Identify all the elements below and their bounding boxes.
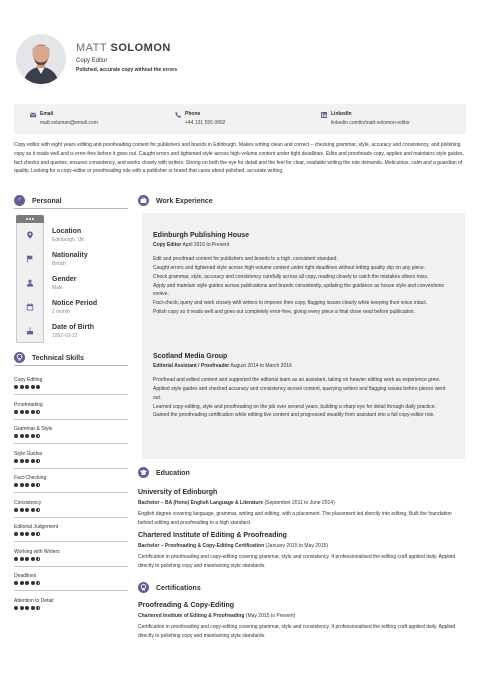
institution-name: University of Edinburgh: [138, 489, 218, 496]
job-role: [153, 363, 453, 370]
rating-dot: [31, 606, 35, 610]
job-bullet: Caught errors and tightened style across high-volume content under tight deadlines without letting quality slip on any piece.: [153, 264, 426, 271]
section-divider: [14, 208, 128, 209]
rating-dot: [31, 532, 35, 536]
rating-dot: [14, 459, 18, 463]
rating-dot: [31, 410, 35, 414]
skill-item: [14, 521, 128, 545]
education-entry: [138, 488, 466, 528]
rating-dot: [36, 410, 40, 414]
rating-dot: [25, 606, 29, 610]
skill-item: [14, 448, 128, 472]
role-title: Editorial Assistant / Proofreader: [153, 363, 230, 370]
skill-item: [14, 374, 128, 398]
resume-header: [16, 34, 466, 86]
education-entry: [138, 531, 466, 571]
rating-dot: [36, 532, 40, 536]
skill-name: Fact-Checking: [14, 475, 47, 481]
job-bullet: Gained the proofreading certification while editing live content and progressed steadily from assistant into a full copy-editor role.: [153, 412, 435, 419]
linkedin-link[interactable]: linkedin.com/in/matt-solomon-editor: [331, 120, 410, 126]
skill-item: [14, 570, 128, 594]
linkedin-label: LinkedIn: [331, 111, 352, 117]
linkedin-icon: [321, 112, 327, 118]
certification-entry: [138, 601, 466, 641]
job-role: [153, 242, 453, 249]
rating-dot: [31, 385, 35, 389]
skill-rating: [14, 581, 42, 586]
rating-dot: [36, 483, 40, 487]
certification-issuer-line: [138, 613, 466, 620]
contact-bar: [14, 104, 466, 134]
job-bullet: Applied style guides and checked accuracy and consistency across content, querying writers and flagging issues before pieces went out.: [153, 385, 446, 401]
skill-name: Style Guides: [14, 450, 43, 457]
rating-dot: [20, 410, 24, 414]
education-section-title: Education: [156, 470, 190, 477]
job-entry: [153, 352, 453, 420]
skill-item: [14, 546, 128, 570]
nationality-value: British: [52, 261, 66, 267]
job-dates: April 2016 to Present: [182, 242, 230, 249]
job-bullet: Learned copy-editing, style and proofreading on the job over several years, building a sharp eye for detail through daily practice.: [153, 403, 436, 410]
company-name: Scotland Media Group: [153, 353, 228, 360]
phone-label: Phone: [185, 111, 201, 117]
date-of-birth-label: Date of Birth: [52, 324, 94, 331]
certification-dates: (May 2015 to Present): [245, 613, 296, 620]
rating-dot: [36, 459, 40, 463]
certifications-section-header: [138, 582, 466, 594]
rating-dot: [25, 557, 29, 561]
rating-dot: [14, 508, 18, 512]
qualification: [138, 543, 466, 550]
personal-section-header: [14, 195, 128, 207]
certifications-section-title: Certifications: [156, 585, 201, 592]
rating-dot: [36, 508, 40, 512]
skill-rating: [14, 483, 42, 488]
rating-dot: [14, 385, 18, 389]
education-description: English degree covering language, grammar, writing and editing, with a placement. The placement led directly into editing. Built the foundation behind editing and proofreading to a high standard.: [138, 511, 452, 526]
personal-details-card: [16, 215, 128, 343]
skills-section-title: Technical Skills: [32, 355, 85, 362]
rating-dot: [25, 483, 29, 487]
email-link[interactable]: matt.solomon@email.com: [40, 120, 98, 126]
graduation-cap-icon: [138, 467, 149, 478]
rating-dot: [14, 606, 18, 610]
calendar-icon: [26, 303, 34, 311]
rating-dot: [20, 434, 24, 438]
qualification: [138, 500, 466, 507]
rating-dot: [36, 557, 40, 561]
skill-name: Consistency: [14, 499, 42, 506]
certification-issuer: Chartered Institute of Editing & Proofreading: [138, 613, 245, 620]
skill-item: [14, 595, 128, 619]
education-description: Certification in proofreading and copy-editing covering grammar, style and consistency. It professionalised the editing craft applied daily. Applied directly to polishing copy and maintaining style standards.: [138, 554, 456, 569]
skill-name: Deadlines: [14, 573, 37, 579]
skill-item: [14, 472, 128, 496]
skill-rating: [14, 410, 42, 415]
date-of-birth-value: 1992-03-22: [52, 333, 78, 339]
location-value: Edinburgh, UK: [52, 237, 85, 243]
skill-name: Attention to Detail: [14, 597, 54, 604]
rating-dot: [14, 532, 18, 536]
birthday-cake-icon: [26, 327, 34, 335]
rail-header: [16, 215, 44, 223]
first-name: MATT: [76, 42, 107, 54]
map-pin-icon: [26, 231, 34, 239]
job-dates: August 2014 to March 2016: [230, 363, 292, 370]
job-bullet: Check grammar, style, accuracy and consistency carefully across all copy, reading closely to catch the mistakes others miss.: [153, 273, 429, 280]
rating-dot: [25, 532, 29, 536]
rating-dot: [31, 508, 35, 512]
skill-name: Proofreading: [14, 401, 43, 408]
rating-dot: [36, 385, 40, 389]
gender-value: Male: [52, 285, 63, 291]
profile-photo: [16, 34, 66, 84]
person-icon: [26, 279, 34, 287]
skill-item: [14, 399, 128, 423]
job-bullet: Proofread and edited content and supported the editorial team as an assistant, taking on heavier editing work as experience grew.: [153, 377, 441, 384]
rating-dot: [31, 434, 35, 438]
full-name: [76, 41, 171, 56]
rating-dot: [25, 385, 29, 389]
rating-dot: [14, 557, 18, 561]
qualification-name: Bachelor – Proofreading & Copy-Editing Certification: [138, 543, 265, 550]
phone-link[interactable]: +44 131 555 0892: [185, 120, 226, 126]
skill-rating: [14, 385, 42, 390]
section-divider: [14, 365, 128, 366]
role-title: Copy Editor: [153, 242, 182, 249]
flag-icon: [26, 255, 34, 263]
rating-dot: [31, 459, 35, 463]
skill-rating: [14, 434, 42, 439]
job-bullet: Apply and maintain style guides across publications and brands consistently, updating the guidance as house style and conventions evolve.: [153, 282, 444, 298]
rating-dot: [14, 581, 18, 585]
personal-section-title: Personal: [32, 198, 62, 205]
education-dates: (January 2015 to May 2015): [265, 543, 329, 550]
envelope-icon: [30, 112, 36, 118]
skill-name: Grammar & Style: [14, 426, 53, 432]
rating-dot: [20, 532, 24, 536]
qualification-name: Bachelor – BA (Hons) English Language & Literature: [138, 500, 264, 507]
rating-dot: [14, 483, 18, 487]
rating-dot: [36, 581, 40, 585]
skills-section-header: [14, 352, 128, 364]
gender-symbol-icon: ♂: [14, 195, 25, 206]
rating-dot: [25, 410, 29, 414]
skill-rating: [14, 459, 42, 464]
rating-dot: [20, 557, 24, 561]
rating-dot: [20, 606, 24, 610]
rating-dot: [20, 581, 24, 585]
phone-icon: [175, 112, 181, 118]
skill-item: [14, 497, 128, 521]
rating-dot: [14, 410, 18, 414]
rating-dot: [31, 483, 35, 487]
nationality-label: Nationality: [52, 252, 88, 259]
institution-name: Chartered Institute of Editing & Proofreading: [138, 532, 287, 539]
rating-dot: [31, 557, 35, 561]
personal-row-date-of-birth: [16, 319, 128, 343]
rating-dot: [36, 606, 40, 610]
job-bullets: [153, 376, 453, 420]
certificate-icon: [138, 582, 149, 593]
rating-dot: [20, 483, 24, 487]
notice-period-label: Notice Period: [52, 300, 98, 307]
rating-dot: [20, 459, 24, 463]
job-title: Copy Editor: [76, 58, 108, 64]
job-bullet: Fact-check, query and work closely with writers to improve their copy, flagging issues clearly while keeping their voice intact.: [153, 300, 428, 307]
skill-rating: [14, 606, 42, 611]
personal-row-gender: [16, 271, 128, 295]
avatar: [16, 34, 66, 84]
skill-name: Editorial Judgement: [14, 524, 59, 530]
skill-name: Working with Writers: [14, 548, 60, 555]
rating-dot: [25, 459, 29, 463]
company-name: Edinburgh Publishing House: [153, 232, 250, 239]
tagline: Polished, accurate copy without the errors: [76, 67, 178, 73]
rating-dot: [36, 434, 40, 438]
rating-dot: [31, 581, 35, 585]
job-bullets: [153, 255, 453, 317]
skill-rating: [14, 557, 42, 562]
experience-section-title: Work Experience: [156, 198, 213, 205]
lightbulb-icon: [14, 352, 25, 363]
education-section-header: [138, 467, 466, 479]
profile-summary: Copy editor with eight years editing and proofreading content for publishers and brands in Edinburgh. Makes writing clean and correct – checking grammar, style, accuracy and consistency, and polishing copy so it reads well and is error-free before it goes out. Caught errors and tightened style across high-volume content under tight deadlines. Edits and proofreads copy, applies and maintains style guides, fact-checks and queries, ensures consistency, and works closely with writers. Strong on both the eye for detail and the feel for clear, readable writing the role demands. Meticulous, calm and a guardian of quality. Looking for a copy-editor or proofreading role with a publisher or brand that cares about polished, accurate writing.: [14, 142, 464, 175]
briefcase-icon: [138, 195, 149, 206]
rating-dot: [14, 434, 18, 438]
rating-dot: [25, 581, 29, 585]
rating-dot: [20, 508, 24, 512]
rating-dot: [20, 385, 24, 389]
certification-description: Certification in proofreading and copy-editing covering grammar, style and consistency. It professionalised the editing craft applied daily. Applied directly to polishing copy and maintaining style standards.: [138, 624, 456, 639]
personal-row-notice-period: [16, 295, 128, 319]
skill-rating: [14, 532, 42, 537]
experience-section-header: [138, 195, 466, 207]
skill-name: Copy Editing: [14, 377, 43, 383]
job-bullet: Polish copy so it reads well and goes out completely error-free, giving every piece a final close read before publication.: [153, 308, 416, 315]
job-bullet: Edit and proofread content for publishers and brands to a high, consistent standard.: [153, 256, 338, 263]
rating-dot: [25, 508, 29, 512]
last-name: SOLOMON: [110, 42, 171, 54]
education-dates: (September 2011 to June 2014): [264, 500, 335, 507]
skill-item: [14, 423, 128, 447]
email-label: Email: [40, 111, 54, 117]
personal-row-nationality: [16, 247, 128, 271]
gender-label: Gender: [52, 276, 77, 283]
certification-name: Proofreading & Copy-Editing: [138, 602, 235, 609]
skill-rating: [14, 508, 42, 513]
notice-period-value: 1 month: [52, 309, 71, 315]
rating-dot: [25, 434, 29, 438]
location-label: Location: [52, 228, 82, 235]
job-entry: [153, 231, 453, 317]
personal-row-location: [16, 223, 128, 247]
